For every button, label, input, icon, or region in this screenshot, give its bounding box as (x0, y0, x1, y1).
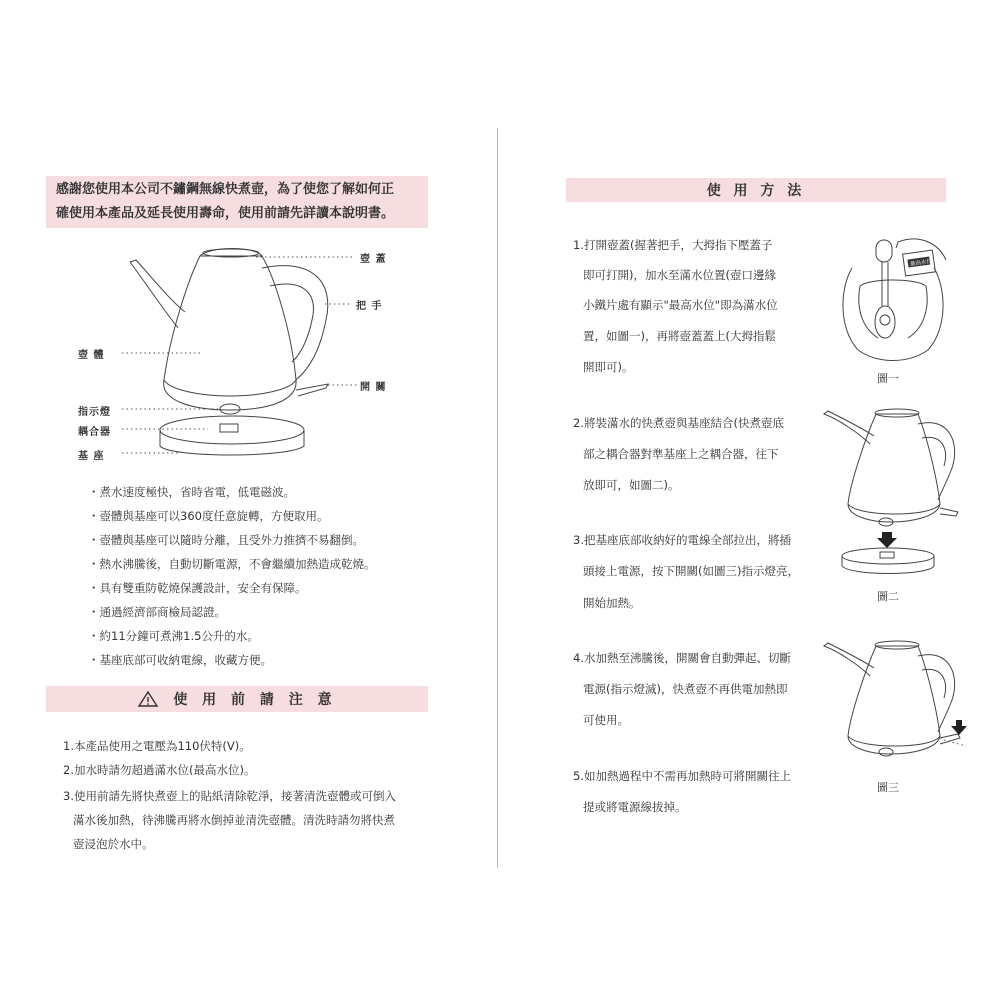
caution-line: 2.加水時請勿超過滿水位(最高水位)。 (63, 763, 256, 777)
feature-item: ・壺體與基座可以隨時分離，且受外力推擠不易翻倒。 (88, 533, 364, 547)
figure-1-caption: 圖一 (877, 372, 899, 385)
intro-banner (46, 176, 428, 228)
step5-line: 提或將電源線拔掉。 (583, 800, 687, 814)
label-indicator: 指示燈 (78, 407, 111, 418)
step2-line: 部之耦合器對準基座上之耦合器，往下 (583, 447, 779, 461)
kettle-lid (200, 249, 262, 257)
kettle-spout (130, 260, 185, 328)
kettle-parts-diagram (60, 240, 460, 470)
usage-title: 使 用 方 法 (706, 183, 806, 199)
step2-line: 2.將裝滿水的快煮壺與基座結合(快煮壺底 (573, 416, 784, 430)
step5-line: 5.如加熱過程中不需再加熱時可將開關往上 (573, 769, 791, 783)
intro-line-1: 感謝您使用本公司不鏽鋼無線快煮壺，為了使您了解如何正 (56, 182, 395, 197)
figure-2-illustration (820, 404, 960, 584)
down-arrow-icon (877, 532, 897, 548)
step3-line: 頭接上電源，按下開關(如圖三)指示燈亮， (583, 564, 799, 578)
step1-line: 小鐵片處有顯示"最高水位"即為滿水位 (583, 298, 778, 312)
feature-item: ・基座底部可收納電線，收藏方便。 (88, 653, 272, 667)
feature-item: ・約11分鐘可煮沸1.5公升的水。 (88, 629, 259, 643)
intro-line-2: 確使用本產品及延長使用壽命，使用前請先詳讀本說明書。 (56, 206, 395, 221)
label-coupler: 耦合器 (78, 427, 111, 438)
step1-line: 開即可)。 (583, 360, 634, 374)
figure-3-caption: 圖三 (877, 781, 899, 794)
feature-item: ・通過經濟部商檢局認證。 (88, 605, 226, 619)
caution-line: 滿水後加熱，待沸騰再將水倒掉並清洗壺體。清洗時請勿將快煮 (73, 813, 395, 827)
step3-line: 開始加熱。 (583, 596, 641, 610)
feature-item: ・煮水速度極快，省時省電，低電磁波。 (88, 485, 295, 499)
feature-item: ・熱水沸騰後，自動切斷電源，不會繼續加熱造成乾燒。 (88, 557, 376, 571)
center-divider (497, 128, 498, 868)
warning-icon (137, 690, 159, 708)
figure-3-illustration (820, 636, 970, 776)
step4-line: 可使用。 (583, 713, 629, 727)
caution-line: 1.本產品使用之電壓為110伏特(V)。 (63, 739, 251, 753)
label-switch: 開 關 (360, 382, 387, 393)
step1-line: 置，如圖一)，再將壺蓋蓋上(大拇指鬆 (583, 329, 776, 343)
kettle-handle (262, 266, 328, 380)
step1-line: 即可打開)，加水至滿水位置(壺口邊緣 (583, 268, 776, 282)
figure-1-illustration (838, 228, 948, 368)
feature-item: ・具有雙重防乾燒保護設計，安全有保障。 (88, 581, 307, 595)
caution-header (46, 686, 428, 712)
kettle-indicator (220, 404, 240, 414)
label-body: 壺 體 (78, 350, 105, 361)
step1-line: 1.打開壺蓋(握著把手，大拇指下壓蓋子 (573, 238, 773, 252)
usage-header (566, 178, 946, 202)
caution-line: 3.使用前請先將快煮壺上的貼紙清除乾淨，接著清洗壺體或可倒入 (63, 789, 396, 803)
step3-line: 3.把基座底部收納好的電線全部拉出，將插 (573, 533, 791, 547)
label-base: 基 座 (78, 451, 105, 462)
feature-item: ・壺體與基座可以360度任意旋轉，方便取用。 (88, 509, 329, 523)
label-handle: 把 手 (356, 301, 383, 312)
fig1-max-water-tag: 最高水位 (909, 258, 933, 268)
label-lid: 壺 蓋 (360, 254, 387, 265)
step2-line: 放即可，如圖二)。 (583, 478, 680, 492)
step4-line: 4.水加熱至沸騰後，開關會自動彈起、切斷 (573, 651, 791, 665)
press-down-arrow-icon (951, 720, 967, 735)
caution-title: 使 用 前 請 注 意 (173, 692, 337, 708)
step4-line: 電源(指示燈滅)，快煮壺不再供電加熱即 (583, 682, 788, 696)
caution-line: 壺浸泡於水中。 (73, 837, 154, 851)
figure-2-caption: 圖二 (877, 590, 899, 603)
kettle-body (164, 256, 296, 410)
kettle-base-top (160, 416, 304, 444)
kettle-base (160, 430, 304, 455)
kettle-switch (296, 384, 328, 396)
